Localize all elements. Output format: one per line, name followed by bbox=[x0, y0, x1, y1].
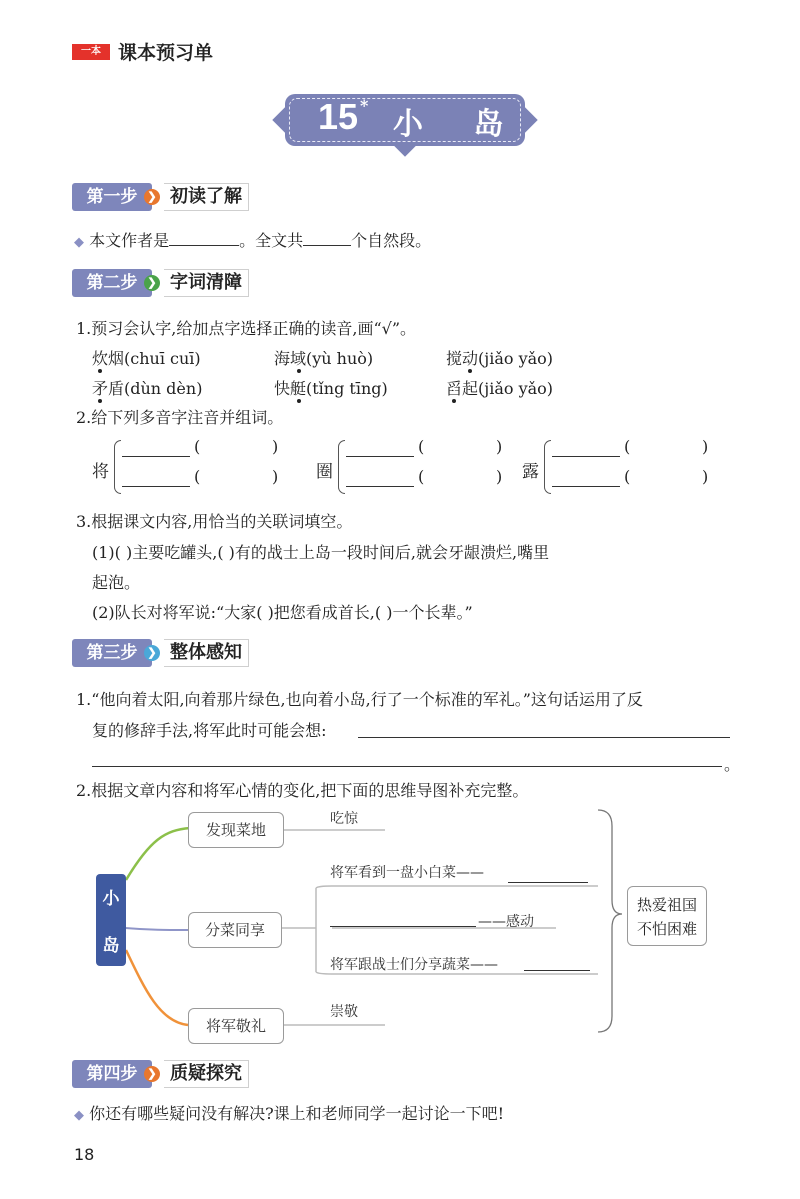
step3-q1-line1: 1.“他向着太阳,向着那片绿色,也向着小岛,行了一个标准的军礼。”这句话运用了反 bbox=[76, 690, 643, 709]
step3-q2-prompt: 2.根据文章内容和将军心情的变化,把下面的思维导图补充完整。 bbox=[76, 781, 529, 800]
answer-line[interactable] bbox=[346, 456, 414, 457]
pinyin-item[interactable]: 快艇(tǐng tīng) bbox=[274, 379, 388, 398]
step3-arrow-icon: ❯ bbox=[144, 645, 160, 661]
step2-q3-prompt: 3.根据课文内容,用恰当的关联词填空。 bbox=[76, 512, 353, 531]
step4-arrow-icon: ❯ bbox=[144, 1066, 160, 1082]
answer-line[interactable] bbox=[552, 486, 620, 487]
step3-q1-line2: 复的修辞手法,将军此时可能会想: bbox=[92, 721, 327, 740]
step2-name: 字词清障 bbox=[164, 269, 249, 297]
polyphone-char: 圈 bbox=[316, 462, 333, 482]
center-char: 岛 bbox=[102, 936, 120, 956]
emphasis-dot bbox=[452, 399, 456, 403]
paren-open: ( bbox=[194, 467, 201, 486]
bullet-icon: ◆ bbox=[74, 1108, 84, 1123]
pinyin-item[interactable]: 搅动(jiǎo yǎo) bbox=[446, 349, 554, 368]
emotion-respect: 崇敬 bbox=[330, 1004, 358, 1020]
paren-close: ) bbox=[272, 437, 279, 456]
mindmap-node-share: 分菜同享 bbox=[188, 912, 282, 948]
mindmap-text-share-veg: 将军跟战士们分享蔬菜—— bbox=[330, 957, 498, 973]
mindmap-node-salute: 将军敬礼 bbox=[188, 1008, 284, 1044]
result-line: 热爱祖国 bbox=[636, 896, 697, 914]
lesson-title: 小 岛 bbox=[393, 107, 524, 142]
polyphone-char: 露 bbox=[522, 462, 539, 482]
step1-text-a: 本文作者是 bbox=[89, 231, 170, 250]
step1-text-b: 。全文共 bbox=[239, 231, 304, 250]
center-char: 小 bbox=[102, 889, 120, 909]
emphasis-dot bbox=[297, 369, 301, 373]
step4-name: 质疑探究 bbox=[164, 1060, 249, 1088]
mindmap-node-discover: 发现菜地 bbox=[188, 812, 284, 848]
step2-q2-prompt: 2.给下列多音字注音并组词。 bbox=[76, 408, 284, 427]
answer-line[interactable] bbox=[358, 737, 730, 738]
step3-label: 第三步 bbox=[72, 639, 152, 667]
paren-close: ) bbox=[496, 467, 503, 486]
page-number: 18 bbox=[74, 1145, 95, 1164]
emphasis-dot bbox=[98, 399, 102, 403]
pinyin-item[interactable]: 海域(yù huò) bbox=[274, 349, 374, 368]
paragraph-count-blank[interactable] bbox=[303, 231, 351, 246]
paren-open: ( bbox=[418, 437, 425, 456]
author-blank[interactable] bbox=[169, 231, 239, 246]
answer-line[interactable] bbox=[552, 456, 620, 457]
answer-line[interactable] bbox=[330, 926, 476, 927]
mindmap-text-moved: ——感动 bbox=[478, 914, 534, 930]
paren-open: ( bbox=[194, 437, 201, 456]
paren-open: ( bbox=[418, 467, 425, 486]
polyphone-char: 将 bbox=[92, 462, 109, 482]
mindmap-result bbox=[627, 886, 707, 946]
brace bbox=[114, 440, 121, 494]
emotion-surprise: 吃惊 bbox=[330, 811, 358, 827]
answer-line[interactable] bbox=[524, 970, 590, 971]
paren-close: ) bbox=[496, 437, 503, 456]
step4-question-text: 你还有哪些疑问没有解决?课上和老师同学一起讨论一下吧! bbox=[89, 1104, 505, 1123]
step2-q1-prompt: 1.预习会认字,给加点字选择正确的读音,画“√”。 bbox=[76, 319, 416, 338]
paren-close: ) bbox=[272, 467, 279, 486]
step2-label: 第二步 bbox=[72, 269, 152, 297]
step2-arrow-icon: ❯ bbox=[144, 275, 160, 291]
emphasis-dot bbox=[98, 369, 102, 373]
brace bbox=[544, 440, 551, 494]
brace bbox=[338, 440, 345, 494]
pinyin-item[interactable]: 炊烟(chuī cuī) bbox=[92, 349, 201, 368]
pinyin-item[interactable]: 舀起(jiǎo yǎo) bbox=[446, 379, 554, 398]
step1-text-c: 个自然段。 bbox=[351, 231, 432, 250]
answer-line[interactable] bbox=[122, 486, 190, 487]
paren-close: ) bbox=[702, 467, 709, 486]
paren-open: ( bbox=[624, 467, 631, 486]
lesson-star: * bbox=[360, 96, 369, 115]
series-badge: 一本 bbox=[72, 44, 110, 60]
step4-label: 第四步 bbox=[72, 1060, 152, 1088]
step2-q3-sentence1-cont: 起泡。 bbox=[92, 573, 141, 592]
step1-label: 第一步 bbox=[72, 183, 152, 211]
step2-q3-sentence2[interactable]: (2)队长对将军说:“大家( )把您看成首长,( )一个长辈。” bbox=[92, 603, 473, 622]
lesson-number: 15 bbox=[318, 96, 359, 137]
step2-q3-sentence1[interactable]: (1)( )主要吃罐头,( )有的战士上岛一段时间后,就会牙龈溃烂,嘴里 bbox=[92, 543, 550, 562]
answer-line[interactable] bbox=[508, 882, 588, 883]
answer-line[interactable] bbox=[92, 766, 722, 767]
pinyin-item[interactable]: 矛盾(dùn dèn) bbox=[92, 379, 203, 398]
answer-line[interactable] bbox=[122, 456, 190, 457]
period: 。 bbox=[724, 755, 741, 774]
paren-close: ) bbox=[702, 437, 709, 456]
step1-question bbox=[74, 228, 431, 251]
bullet-icon: ◆ bbox=[74, 235, 84, 250]
step1-name: 初读了解 bbox=[164, 183, 249, 211]
answer-line[interactable] bbox=[346, 486, 414, 487]
paren-open: ( bbox=[624, 437, 631, 456]
emphasis-dot bbox=[468, 369, 472, 373]
mindmap-text-cabbage: 将军看到一盘小白菜—— bbox=[330, 865, 484, 881]
result-line: 不怕困难 bbox=[636, 920, 697, 938]
step3-name: 整体感知 bbox=[164, 639, 249, 667]
step1-arrow-icon: ❯ bbox=[144, 189, 160, 205]
emphasis-dot bbox=[297, 399, 301, 403]
step4-question bbox=[74, 1101, 504, 1124]
mindmap-center bbox=[96, 874, 126, 966]
header-title: 课本预习单 bbox=[118, 42, 214, 64]
